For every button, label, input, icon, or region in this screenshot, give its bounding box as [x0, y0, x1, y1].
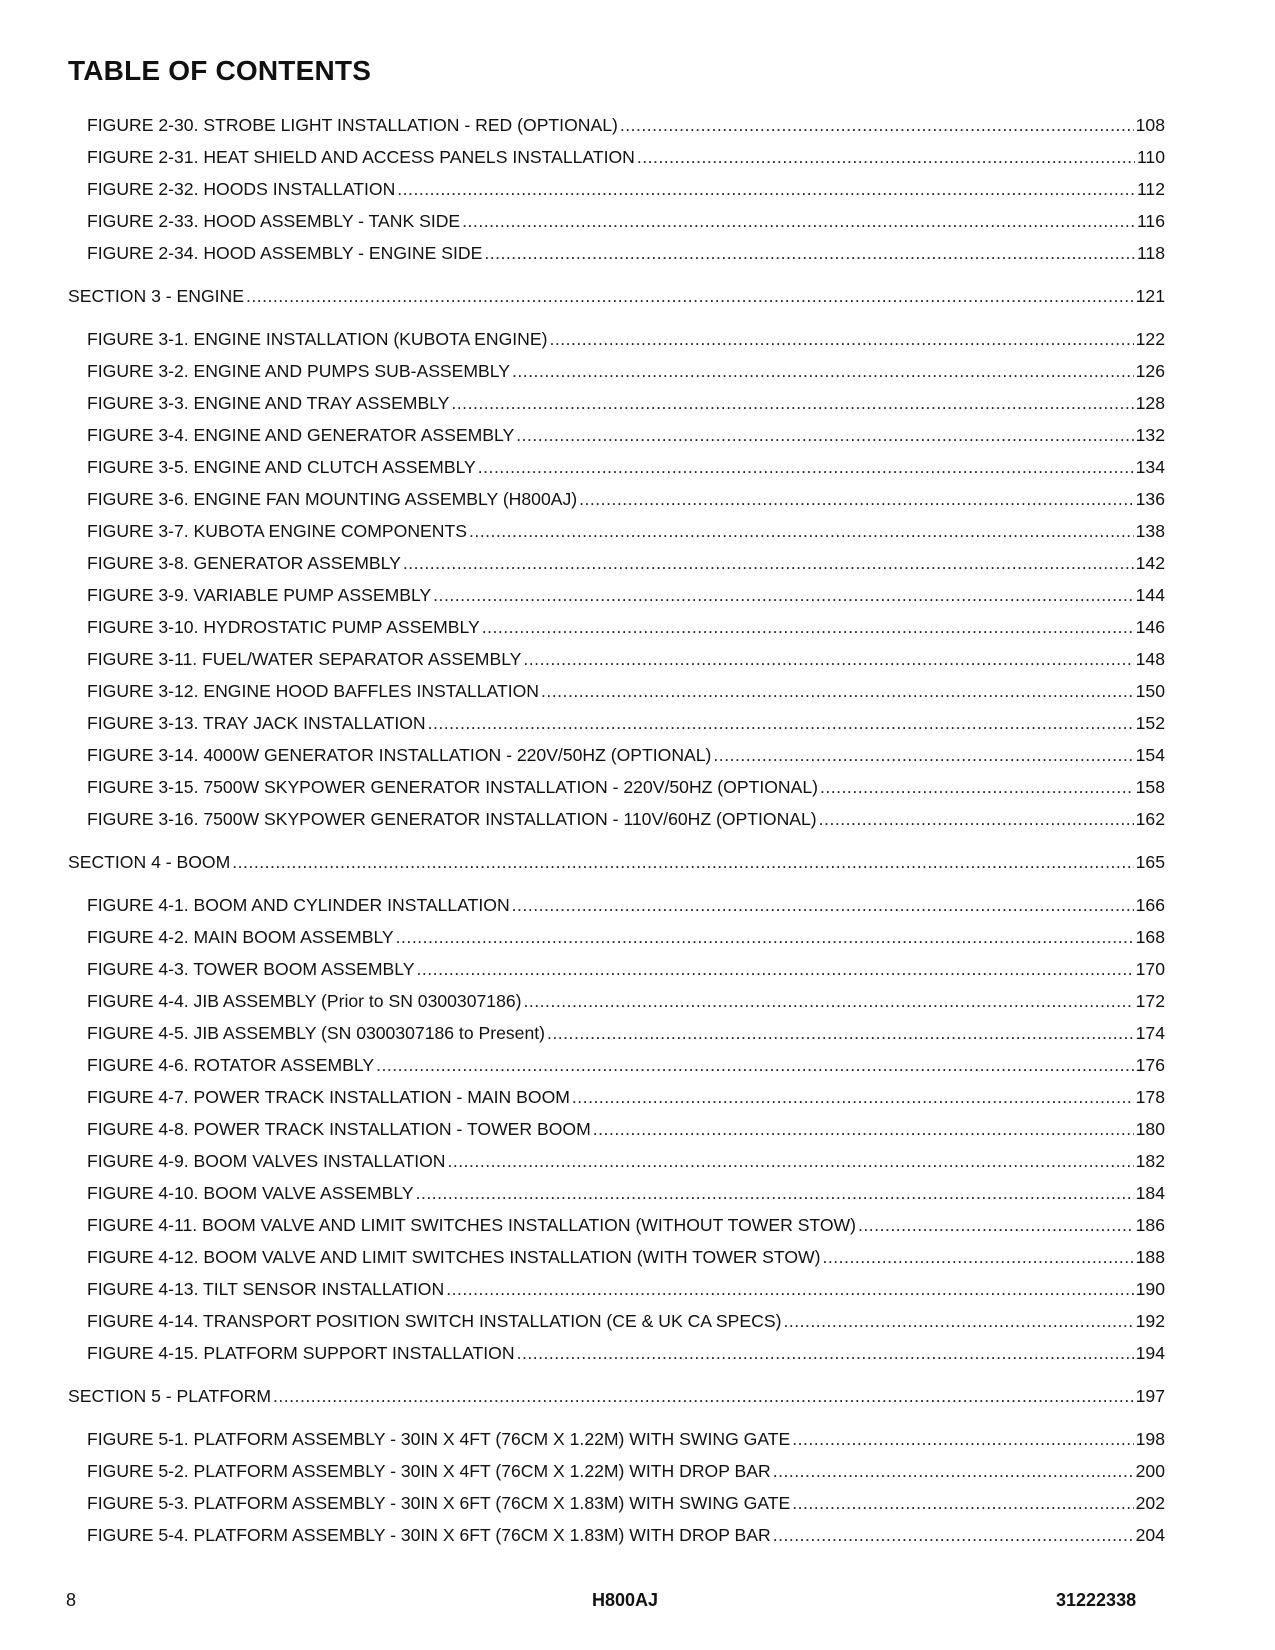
toc-figure-entry[interactable]	[68, 387, 1165, 419]
dot-leader	[428, 707, 1134, 739]
toc-figure-entry[interactable]	[68, 1049, 1165, 1081]
dot-leader	[823, 1241, 1134, 1273]
toc-entry-page: 172	[1135, 991, 1165, 1011]
toc-entry-title: FIGURE 4-14. TRANSPORT POSITION SWITCH INSTALLATION (CE & UK CA SPECS)	[87, 1311, 782, 1331]
toc-figure-entry[interactable]	[68, 953, 1165, 985]
toc-entry-title: SECTION 4 - BOOM	[68, 852, 231, 872]
toc-entry-page: 168	[1135, 927, 1165, 947]
dot-leader	[820, 771, 1134, 803]
dot-leader	[523, 643, 1133, 675]
toc-figure-entry[interactable]	[68, 1423, 1165, 1455]
toc-entry-page: 192	[1135, 1311, 1165, 1331]
toc-entry-title: FIGURE 4-10. BOOM VALVE ASSEMBLY	[87, 1183, 414, 1203]
dot-leader	[246, 280, 1134, 312]
dot-leader	[593, 1113, 1134, 1145]
toc-entry-title: FIGURE 3-11. FUEL/WATER SEPARATOR ASSEMBLY	[87, 649, 522, 669]
toc-figure-entry[interactable]	[68, 1241, 1165, 1273]
toc-entry-title: FIGURE 3-3. ENGINE AND TRAY ASSEMBLY	[87, 393, 450, 413]
toc-figure-entry[interactable]	[68, 1455, 1165, 1487]
toc-entry-title: FIGURE 4-9. BOOM VALVES INSTALLATION	[87, 1151, 446, 1171]
dot-leader	[397, 173, 1135, 205]
toc-entry-title: FIGURE 4-15. PLATFORM SUPPORT INSTALLATION	[87, 1343, 515, 1363]
dot-leader	[637, 141, 1135, 173]
toc-figure-entry[interactable]	[68, 739, 1165, 771]
toc-entry-page: 121	[1135, 286, 1165, 306]
toc-section-entry[interactable]	[68, 280, 1165, 312]
toc-entry-title: FIGURE 4-6. ROTATOR ASSEMBLY	[87, 1055, 375, 1075]
toc-entry-page: 166	[1135, 895, 1165, 915]
toc-entry-title: FIGURE 4-8. POWER TRACK INSTALLATION - TOWER BOOM	[87, 1119, 591, 1139]
toc-entry-page: 122	[1135, 329, 1165, 349]
dot-leader	[572, 1081, 1134, 1113]
dot-leader	[478, 451, 1134, 483]
toc-entry-title: FIGURE 2-33. HOOD ASSEMBLY - TANK SIDE	[87, 211, 461, 231]
toc-entry-title: FIGURE 3-12. ENGINE HOOD BAFFLES INSTALLATION	[87, 681, 539, 701]
toc-section-entry[interactable]	[68, 1380, 1165, 1412]
toc-figure-entry[interactable]	[68, 515, 1165, 547]
toc-entry-page: 165	[1135, 852, 1165, 872]
dot-leader	[403, 547, 1134, 579]
toc-figure-entry[interactable]	[68, 771, 1165, 803]
toc-entry-page: 158	[1135, 777, 1165, 797]
toc-entry-page: 110	[1136, 147, 1165, 167]
toc-entry-page: 170	[1135, 959, 1165, 979]
dot-leader	[417, 953, 1134, 985]
toc-entry-page: 204	[1135, 1525, 1165, 1545]
toc-entry-title: FIGURE 3-10. HYDROSTATIC PUMP ASSEMBLY	[87, 617, 480, 637]
toc-entry-page: 118	[1136, 243, 1165, 263]
toc-figure-entry[interactable]	[68, 611, 1165, 643]
toc-entry-title: FIGURE 4-12. BOOM VALVE AND LIMIT SWITCHES INSTALLATION (WITH TOWER STOW)	[87, 1247, 821, 1267]
toc-entry-page: 150	[1135, 681, 1165, 701]
toc-entry-title: FIGURE 3-13. TRAY JACK INSTALLATION	[87, 713, 426, 733]
toc-entry-page: 152	[1135, 713, 1165, 733]
toc-entry-page: 200	[1135, 1461, 1165, 1481]
toc-entry-title: FIGURE 4-1. BOOM AND CYLINDER INSTALLATION	[87, 895, 510, 915]
toc-entry-title: FIGURE 3-1. ENGINE INSTALLATION (KUBOTA ENGINE)	[87, 329, 548, 349]
toc-figure-entry[interactable]	[68, 355, 1165, 387]
toc-entry-page: 148	[1135, 649, 1165, 669]
toc-figure-entry[interactable]	[68, 1209, 1165, 1241]
toc-entry-title: FIGURE 4-11. BOOM VALVE AND LIMIT SWITCHES INSTALLATION (WITHOUT TOWER STOW)	[87, 1215, 857, 1235]
toc-entry-title: FIGURE 4-7. POWER TRACK INSTALLATION - MAIN BOOM	[87, 1087, 570, 1107]
dot-leader	[451, 387, 1133, 419]
toc-entry-page: 194	[1135, 1343, 1165, 1363]
toc-figure-entry[interactable]	[68, 1273, 1165, 1305]
toc-entry-page: 126	[1135, 361, 1165, 381]
toc-entry-page: 112	[1136, 179, 1165, 199]
toc-entry-title: FIGURE 3-4. ENGINE AND GENERATOR ASSEMBLY	[87, 425, 515, 445]
toc-figure-entry[interactable]	[68, 803, 1165, 835]
dot-leader	[469, 515, 1134, 547]
toc-figure-entry[interactable]	[68, 675, 1165, 707]
dot-leader	[773, 1519, 1134, 1551]
toc-figure-entry[interactable]	[68, 109, 1165, 141]
dot-leader	[524, 985, 1134, 1017]
footer-doc-number: 31222338	[1056, 1590, 1137, 1610]
dot-leader	[579, 483, 1134, 515]
dot-leader	[396, 921, 1134, 953]
toc-entry-title: FIGURE 2-30. STROBE LIGHT INSTALLATION - RED (OPTIONAL)	[87, 115, 618, 135]
toc-figure-entry[interactable]	[68, 1519, 1165, 1551]
dot-leader	[516, 419, 1133, 451]
toc-entry-page: 162	[1135, 809, 1165, 829]
toc-entry-title: FIGURE 3-15. 7500W SKYPOWER GENERATOR INSTALLATION - 220V/50HZ (OPTIONAL)	[87, 777, 818, 797]
toc-figure-entry[interactable]	[68, 419, 1165, 451]
toc-figure-entry[interactable]	[68, 237, 1165, 269]
toc-entry-title: FIGURE 3-8. GENERATOR ASSEMBLY	[87, 553, 401, 573]
toc-figure-entry[interactable]	[68, 1177, 1165, 1209]
page-footer	[0, 1590, 1275, 1614]
toc-entry-page: 176	[1135, 1055, 1165, 1075]
toc-entry-page: 174	[1135, 1023, 1165, 1043]
toc-figure-entry[interactable]	[68, 579, 1165, 611]
toc-entry-title: FIGURE 3-14. 4000W GENERATOR INSTALLATION - 220V/50HZ (OPTIONAL)	[87, 745, 712, 765]
toc-figure-entry[interactable]	[68, 547, 1165, 579]
toc-figure-entry[interactable]	[68, 1017, 1165, 1049]
toc-figure-entry[interactable]	[68, 173, 1165, 205]
dot-leader	[773, 1455, 1134, 1487]
toc-entry-page: 154	[1135, 745, 1165, 765]
toc-entry-title: FIGURE 4-5. JIB ASSEMBLY (SN 0300307186 to Present)	[87, 1023, 545, 1043]
toc-figure-entry[interactable]	[68, 985, 1165, 1017]
toc-entry-title: FIGURE 4-2. MAIN BOOM ASSEMBLY	[87, 927, 394, 947]
toc-figure-entry[interactable]	[68, 323, 1165, 355]
toc-entry-title: FIGURE 5-2. PLATFORM ASSEMBLY - 30IN X 4FT (76CM X 1.22M) WITH DROP BAR	[87, 1461, 771, 1481]
toc-entry-page: 138	[1135, 521, 1165, 541]
dot-leader	[446, 1273, 1133, 1305]
toc-figure-entry[interactable]	[68, 483, 1165, 515]
toc-entry-page: 186	[1135, 1215, 1165, 1235]
dot-leader	[792, 1423, 1133, 1455]
toc-entry-page: 136	[1135, 489, 1165, 509]
toc-section-entry[interactable]	[68, 846, 1165, 878]
toc-entry-title: FIGURE 3-7. KUBOTA ENGINE COMPONENTS	[87, 521, 467, 541]
toc-entry-title: FIGURE 3-5. ENGINE AND CLUTCH ASSEMBLY	[87, 457, 476, 477]
toc-entry-title: FIGURE 5-3. PLATFORM ASSEMBLY - 30IN X 6FT (76CM X 1.83M) WITH SWING GATE	[87, 1493, 791, 1513]
dot-leader	[858, 1209, 1134, 1241]
toc-entry-title: FIGURE 2-34. HOOD ASSEMBLY - ENGINE SIDE	[87, 243, 483, 263]
dot-leader	[517, 1337, 1134, 1369]
dot-leader	[376, 1049, 1134, 1081]
toc-figure-entry[interactable]	[68, 1081, 1165, 1113]
toc-figure-entry[interactable]	[68, 205, 1165, 237]
toc-entry-page: 132	[1135, 425, 1165, 445]
toc-entry-title: FIGURE 4-13. TILT SENSOR INSTALLATION	[87, 1279, 445, 1299]
toc-figure-entry[interactable]	[68, 1337, 1165, 1369]
toc-entry-title: FIGURE 2-32. HOODS INSTALLATION	[87, 179, 396, 199]
toc-figure-entry[interactable]	[68, 1145, 1165, 1177]
dot-leader	[433, 579, 1133, 611]
toc-entry-title: FIGURE 5-4. PLATFORM ASSEMBLY - 30IN X 6FT (76CM X 1.83M) WITH DROP BAR	[87, 1525, 771, 1545]
footer-page-number: 8	[66, 1590, 77, 1610]
dot-leader	[447, 1145, 1133, 1177]
toc-figure-entry[interactable]	[68, 451, 1165, 483]
toc-entry-page: 178	[1135, 1087, 1165, 1107]
dot-leader	[819, 803, 1134, 835]
toc-figure-entry[interactable]	[68, 141, 1165, 173]
footer-model: H800AJ	[592, 1590, 659, 1610]
dot-leader	[232, 846, 1133, 878]
dot-leader	[713, 739, 1133, 771]
dot-leader	[620, 109, 1134, 141]
toc-entry-page: 128	[1135, 393, 1165, 413]
toc-entry-page: 146	[1135, 617, 1165, 637]
toc-entry-title: FIGURE 2-31. HEAT SHIELD AND ACCESS PANELS INSTALLATION	[87, 147, 635, 167]
toc-entry-page: 197	[1135, 1386, 1165, 1406]
toc-entry-title: SECTION 5 - PLATFORM	[68, 1386, 271, 1406]
toc-list	[68, 109, 1165, 1551]
toc-figure-entry[interactable]	[68, 889, 1165, 921]
toc-figure-entry[interactable]	[68, 1487, 1165, 1519]
toc-entry-title: FIGURE 5-1. PLATFORM ASSEMBLY - 30IN X 4FT (76CM X 1.22M) WITH SWING GATE	[87, 1429, 791, 1449]
toc-entry-title: FIGURE 4-4. JIB ASSEMBLY (Prior to SN 0300307186)	[87, 991, 522, 1011]
toc-entry-title: FIGURE 3-2. ENGINE AND PUMPS SUB-ASSEMBLY	[87, 361, 510, 381]
toc-entry-page: 198	[1135, 1429, 1165, 1449]
toc-entry-title: FIGURE 3-16. 7500W SKYPOWER GENERATOR INSTALLATION - 110V/60HZ (OPTIONAL)	[87, 809, 817, 829]
toc-entry-page: 190	[1135, 1279, 1165, 1299]
dot-leader	[482, 611, 1134, 643]
toc-entry-page: 188	[1135, 1247, 1165, 1267]
toc-entry-page: 202	[1135, 1493, 1165, 1513]
dot-leader	[416, 1177, 1134, 1209]
dot-leader	[783, 1305, 1133, 1337]
toc-figure-entry[interactable]	[68, 1113, 1165, 1145]
dot-leader	[273, 1380, 1134, 1412]
toc-figure-entry[interactable]	[68, 921, 1165, 953]
toc-figure-entry[interactable]	[68, 643, 1165, 675]
toc-entry-page: 184	[1135, 1183, 1165, 1203]
dot-leader	[547, 1017, 1134, 1049]
toc-entry-page: 142	[1135, 553, 1165, 573]
toc-entry-title: SECTION 3 - ENGINE	[68, 286, 244, 306]
toc-entry-title: FIGURE 4-3. TOWER BOOM ASSEMBLY	[87, 959, 415, 979]
toc-entry-page: 144	[1135, 585, 1165, 605]
toc-figure-entry[interactable]	[68, 707, 1165, 739]
toc-entry-title: FIGURE 3-6. ENGINE FAN MOUNTING ASSEMBLY (H800AJ)	[87, 489, 578, 509]
toc-entry-page: 108	[1135, 115, 1165, 135]
dot-leader	[512, 889, 1134, 921]
dot-leader	[512, 355, 1134, 387]
dot-leader	[792, 1487, 1133, 1519]
toc-entry-page: 116	[1136, 211, 1165, 231]
toc-figure-entry[interactable]	[68, 1305, 1165, 1337]
dot-leader	[549, 323, 1133, 355]
toc-entry-page: 134	[1135, 457, 1165, 477]
toc-entry-page: 180	[1135, 1119, 1165, 1139]
toc-entry-page: 182	[1135, 1151, 1165, 1171]
dot-leader	[462, 205, 1135, 237]
dot-leader	[484, 237, 1135, 269]
page-title: TABLE OF CONTENTS	[68, 55, 372, 86]
dot-leader	[541, 675, 1134, 707]
toc-entry-title: FIGURE 3-9. VARIABLE PUMP ASSEMBLY	[87, 585, 432, 605]
